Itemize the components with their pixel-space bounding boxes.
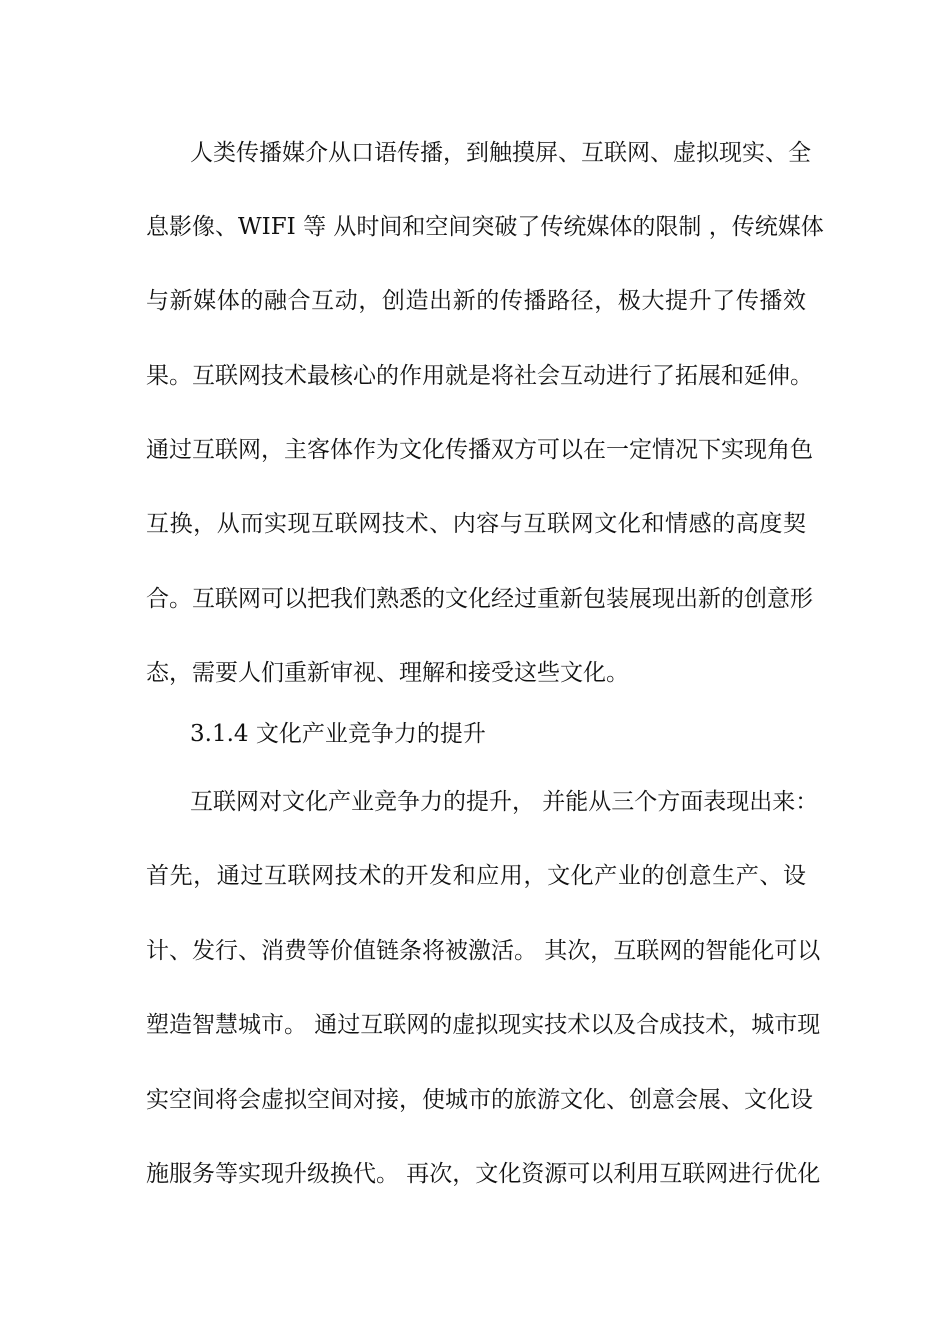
section-heading: 3.1.4 文化产业竞争力的提升 bbox=[190, 721, 486, 747]
paragraph-1-line-3: 与新媒体的融合互动，创造出新的传播路径，极大提升了传播效 bbox=[146, 288, 806, 314]
paragraph-2-line-3: 计、发行、消费等价值链条将被激活。 其次，互联网的智能化可以 bbox=[146, 938, 821, 964]
paragraph-1-line-8: 态，需要人们重新审视、理解和接受这些文化。 bbox=[146, 660, 629, 686]
paragraph-1-line-6: 互换，从而实现互联网技术、内容与互联网文化和情感的高度契 bbox=[146, 511, 806, 537]
paragraph-2-line-5: 实空间将会虚拟空间对接，使城市的旅游文化、创意会展、文化设 bbox=[146, 1087, 813, 1113]
paragraph-1-line-5: 通过互联网，主客体作为文化传播双方可以在一定情况下实现角色 bbox=[146, 437, 813, 463]
paragraph-1-line-1: 人类传播媒介从口语传播，到触摸屏、互联网、虚拟现实、全 bbox=[190, 140, 811, 166]
paragraph-1-line-4: 果。互联网技术最核心的作用就是将社会互动进行了拓展和延伸。 bbox=[146, 363, 813, 389]
paragraph-2-line-6: 施服务等实现升级换代。 再次，文化资源可以利用互联网进行优化 bbox=[146, 1161, 821, 1187]
paragraph-1-line-7: 合。互联网可以把我们熟悉的文化经过重新包装展现出新的创意形 bbox=[146, 586, 813, 612]
paragraph-1-line-2: 息影像、WIFI 等 从时间和空间突破了传统媒体的限制 ，传统媒体 bbox=[146, 214, 824, 240]
paragraph-2-line-2: 首先，通过互联网技术的开发和应用，文化产业的创意生产、设 bbox=[146, 863, 806, 889]
paragraph-2-line-1: 互联网对文化产业竞争力的提升， 并能从三个方面表现出来： bbox=[190, 789, 819, 815]
paragraph-2-line-4: 塑造智慧城市。 通过互联网的虚拟现实技术以及合成技术，城市现 bbox=[146, 1012, 821, 1038]
